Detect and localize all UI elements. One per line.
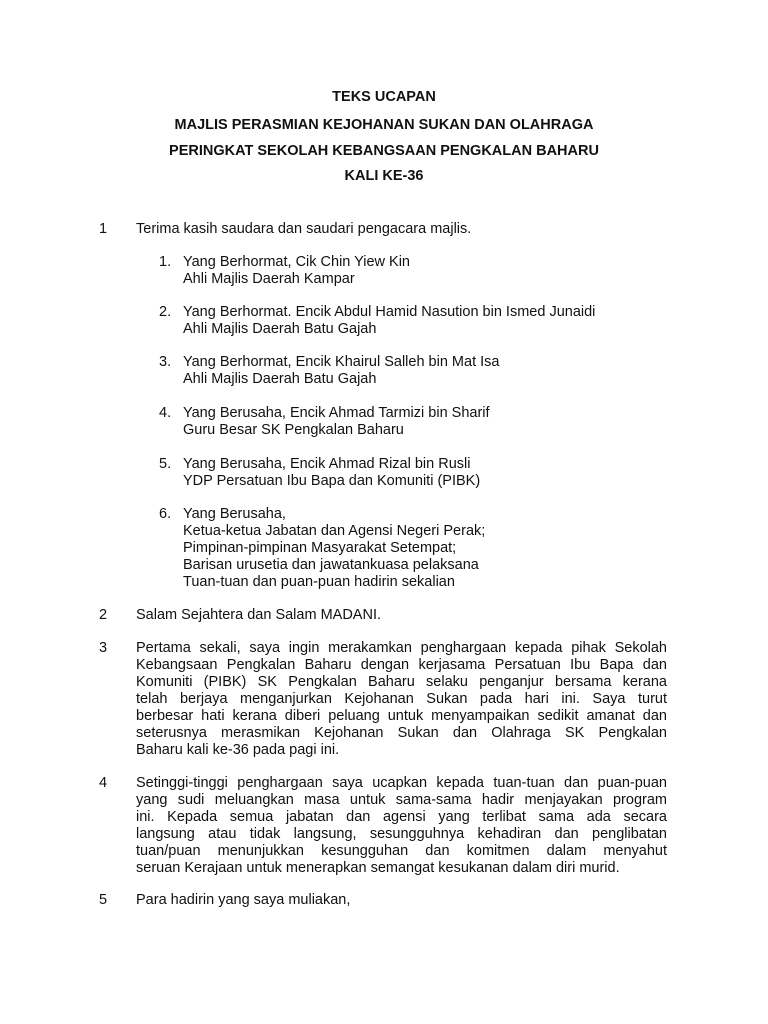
guest-title: Ahli Majlis Daerah Batu Gajah [183, 371, 377, 387]
event-title: MAJLIS PERASMIAN KEJOHANAN SUKAN DAN OLAHRAGA [174, 117, 594, 133]
guest-name: Yang Berusaha, Encik Ahmad Tarmizi bin Sharif [183, 405, 490, 421]
para-line: Baharu kali ke-36 pada pagi ini. [136, 742, 340, 758]
guest-group-title: Yang Berusaha, [183, 506, 286, 522]
para-line: tuan/puan menunjukkan kesungguhan dan komitmen dalam menyahut [136, 843, 667, 859]
para-line: berbesar hati kerana diberi peluang untuk menyampaikan sedikit amanat dan [136, 708, 667, 724]
para-number: 4 [99, 775, 108, 791]
para-line: ini. Kepada semua jabatan dan agensi yang terlibat sama ada secara [136, 809, 667, 825]
list-item [159, 506, 485, 591]
para-number: 3 [99, 640, 108, 656]
guest-title: YDP Persatuan Ibu Bapa dan Komuniti (PIBK) [183, 473, 481, 489]
guest-group-line: Barisan urusetia dan jawatankuasa pelaksana [183, 557, 479, 573]
guest-title: Guru Besar SK Pengkalan Baharu [183, 422, 404, 438]
guest-title: Ahli Majlis Daerah Batu Gajah [183, 321, 377, 337]
para-line: Pertama sekali, saya ingin merakamkan penghargaan kepada pihak Sekolah [136, 640, 667, 656]
para-line: Komuniti (PIBK) SK Pengkalan Baharu selaku penganjur bersama kerana [136, 674, 667, 690]
guest-name: Yang Berhormat. Encik Abdul Hamid Nasution bin Ismed Junaidi [183, 304, 596, 320]
list-item-number: 2. [159, 304, 172, 320]
guest-group-line: Tuan-tuan dan puan-puan hadirin sekalian [183, 574, 455, 590]
guest-name: Yang Berhormat, Encik Khairul Salleh bin Mat Isa [183, 354, 500, 370]
para-text: Salam Sejahtera dan Salam MADANI. [136, 607, 381, 623]
list-item [159, 456, 480, 490]
list-item [159, 304, 595, 338]
para-text: Terima kasih saudara dan saudari pengacara majlis. [136, 221, 472, 237]
guest-group-line: Pimpinan-pimpinan Masyarakat Setempat; [183, 540, 457, 556]
para-text: Para hadirin yang saya muliakan, [136, 892, 351, 908]
guest-title: Ahli Majlis Daerah Kampar [183, 271, 355, 287]
para-text [136, 775, 667, 877]
guest-name: Yang Berhormat, Cik Chin Yiew Kin [183, 254, 411, 270]
event-subtitle: PERINGKAT SEKOLAH KEBANGSAAN PENGKALAN BAHARU [169, 143, 599, 159]
edition-title: KALI KE-36 [344, 168, 424, 184]
list-item-number: 4. [159, 405, 172, 421]
para-line: telah berjaya menganjurkan Kejohanan Sukan pada hari ini. Saya turut [136, 691, 667, 707]
guest-group-line: Ketua-ketua Jabatan dan Agensi Negeri Perak; [183, 523, 486, 539]
para-line: langsung atau tidak langsung, sesungguhnya kehadiran dan penglibatan [136, 826, 667, 842]
list-item-number: 3. [159, 354, 172, 370]
para-line: Setinggi-tinggi penghargaan saya ucapkan kepada tuan-tuan dan puan-puan [136, 775, 667, 791]
para-text [136, 640, 667, 759]
para-line: Kebangsaan Pengkalan Baharu dengan kerjasama Persatuan Ibu Bapa dan [136, 657, 667, 673]
para-number: 1 [99, 221, 108, 237]
guest-name: Yang Berusaha, Encik Ahmad Rizal bin Rusli [183, 456, 471, 472]
para-line: seruan Kerajaan untuk menerapkan semangat kesukanan dalam diri murid. [136, 860, 620, 876]
para-line: seterusnya merasmikan Kejohanan Sukan dan Olahraga SK Pengkalan [136, 725, 667, 741]
list-item-number: 6. [159, 506, 172, 522]
list-item-number: 5. [159, 456, 172, 472]
para-number: 5 [99, 892, 108, 908]
list-item [159, 254, 410, 288]
doc-title: TEKS UCAPAN [332, 89, 436, 105]
list-item [159, 354, 499, 388]
list-item-number: 1. [159, 254, 172, 270]
para-number: 2 [99, 607, 108, 623]
para-line: yang sudi meluangkan masa untuk sama-sama hadir menjayakan program [136, 792, 667, 808]
list-item [159, 405, 490, 439]
